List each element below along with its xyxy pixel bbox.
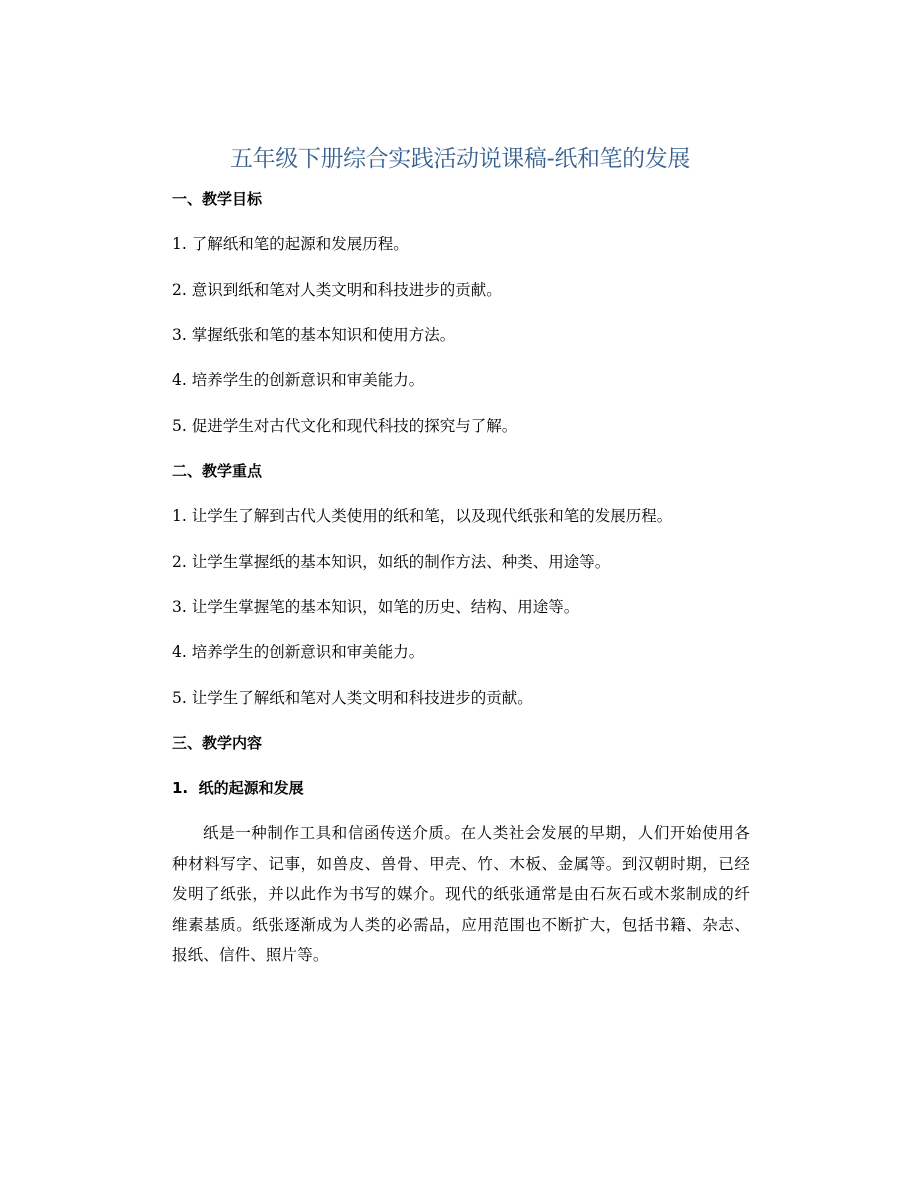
focus-item-1: 1. 让学生了解到古代人类使用的纸和笔，以及现代纸张和笔的发展历程。 (172, 507, 673, 525)
objective-item-4: 4. 培养学生的创新意识和审美能力。 (172, 371, 425, 389)
section-heading-teaching-objectives: 一、教学目标 (172, 190, 263, 208)
document-title: 五年级下册综合实践活动说课稿-纸和笔的发展 (230, 146, 690, 172)
objective-item-3: 3. 掌握纸张和笔的基本知识和使用方法。 (172, 326, 456, 344)
focus-item-2: 2. 让学生掌握纸的基本知识，如纸的制作方法、种类、用途等。 (172, 553, 611, 571)
objective-item-2: 2. 意识到纸和笔对人类文明和科技进步的贡献。 (172, 281, 502, 299)
objective-item-1: 1. 了解纸和笔的起源和发展历程。 (172, 235, 409, 253)
paragraph-paper-origin: 纸是一种制作工具和信函传送介质。在人类社会发展的早期，人们开始使用各种材料写字、记事，如兽皮、兽骨、甲壳、竹、木板、金属等。到汉朝时期，已经发明了纸张，并以此作为书写的媒介。现代的纸张通常是由石灰石或木浆制成的纤维素基质。纸张逐渐成为人类的必需品，应用范围也不断扩大，包括书籍、杂志、报纸、信件、照片等。 (172, 824, 750, 964)
focus-item-5: 5. 让学生了解纸和笔对人类文明和科技进步的贡献。 (172, 689, 533, 707)
section-heading-teaching-content: 三、教学内容 (172, 734, 263, 752)
subheading-paper-origin: 1. 纸的起源和发展 (172, 779, 304, 797)
focus-item-3: 3. 让学生掌握笔的基本知识，如笔的历史、结构、用途等。 (172, 598, 580, 616)
focus-item-4: 4. 培养学生的创新意识和审美能力。 (172, 643, 425, 661)
objective-item-5: 5. 促进学生对古代文化和现代科技的探究与了解。 (172, 417, 518, 435)
section-heading-teaching-focus: 二、教学重点 (172, 462, 263, 480)
